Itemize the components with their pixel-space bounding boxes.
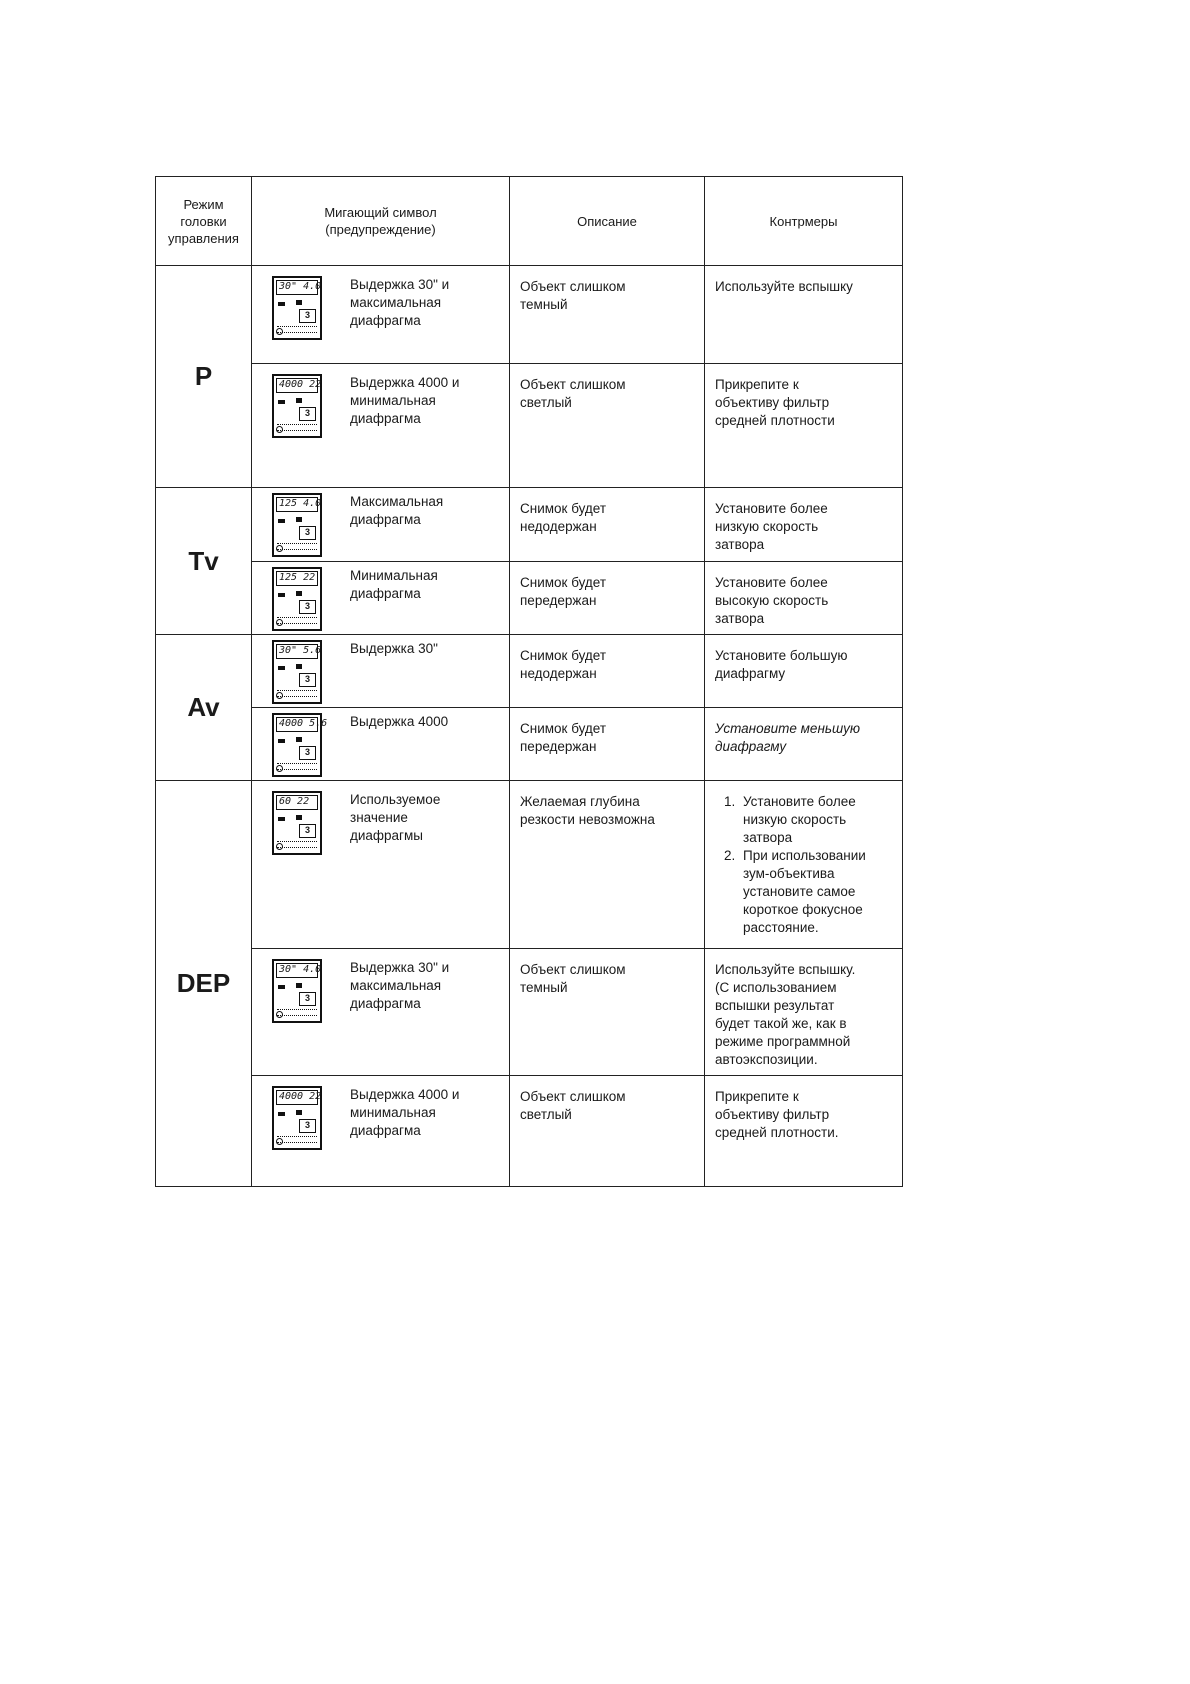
- lcd-display-icon: 4000 22 3: [272, 374, 322, 438]
- countermeasure-cell: Установите более высокую скорость затвора: [705, 561, 903, 634]
- countermeasure-cell: Прикрепите к объективу фильтр средней плотности: [705, 364, 903, 488]
- countermeasure-cell: Установите меньшую диафрагму: [705, 707, 903, 780]
- lcd-display-icon: 125 4.0 3: [272, 493, 322, 557]
- description-cell: Объект слишком темный: [510, 949, 705, 1075]
- symbol-cell: [252, 781, 510, 949]
- countermeasure-cell: Установите более низкую скорость затвора: [705, 488, 903, 561]
- description-cell: Желаемая глубина резкости невозможна: [510, 781, 705, 949]
- table-row: [156, 707, 903, 780]
- symbol-cell: [252, 707, 510, 780]
- lcd-display-icon: 30" 4.0 3: [272, 959, 322, 1023]
- description-cell: Снимок будет передержан: [510, 561, 705, 634]
- countermeasure-steps: [705, 781, 902, 937]
- mode-cell-p: P: [156, 266, 252, 488]
- mode-cell-tv: Tv: [156, 488, 252, 634]
- mode-cell-av: Av: [156, 634, 252, 780]
- table-row: [156, 1075, 903, 1186]
- symbol-label: Выдержка 4000 и минимальная диафрагма: [350, 375, 460, 427]
- symbol-label: Выдержка 30" и максимальная диафрагма: [350, 960, 450, 1012]
- warning-table: [155, 176, 903, 1187]
- symbol-label: Минимальная диафрагма: [350, 567, 438, 601]
- lcd-display-icon: 60 22 3: [272, 791, 322, 855]
- countermeasure-cell: Используйте вспышку. (С использованием вспышки результат будет такой же, как в режиме программной автоэкспозиции.: [705, 949, 903, 1075]
- symbol-label: Выдержка 30": [350, 640, 438, 656]
- symbol-cell: [252, 266, 510, 364]
- symbol-label: Выдержка 4000 и минимальная диафрагма: [350, 1086, 460, 1138]
- countermeasure-cell: Используйте вспышку: [705, 266, 903, 364]
- countermeasure-cell: [705, 781, 903, 949]
- symbol-cell: [252, 634, 510, 707]
- lcd-display-icon: 4000 5.6 3: [272, 713, 322, 777]
- lcd-display-icon: 30" 4.0 3: [272, 276, 322, 340]
- header-mode: Режим головки управления: [156, 177, 252, 266]
- description-cell: Объект слишком темный: [510, 266, 705, 364]
- header-symbol: Мигающий символ (предупреждение): [252, 177, 510, 266]
- header-countermeasures: Контрмеры: [705, 177, 903, 266]
- table-row: [156, 634, 903, 707]
- table-row: [156, 488, 903, 561]
- symbol-label: Выдержка 30" и максимальная диафрагма: [350, 277, 450, 328]
- countermeasure-cell: Установите большую диафрагму: [705, 634, 903, 707]
- mode-cell-dep: DEP: [156, 781, 252, 1187]
- description-cell: Объект слишком светлый: [510, 1075, 705, 1186]
- table-row: [156, 364, 903, 488]
- lcd-display-icon: 4000 22 3: [272, 1086, 322, 1150]
- description-cell: Снимок будет недодержан: [510, 488, 705, 561]
- warning-table-sheet: [155, 176, 902, 1187]
- table-header-row: [156, 177, 903, 266]
- table-row: [156, 949, 903, 1075]
- symbol-cell: [252, 488, 510, 561]
- header-description: Описание: [510, 177, 705, 266]
- symbol-cell: [252, 949, 510, 1075]
- symbol-label: Выдержка 4000: [350, 713, 449, 729]
- table-row: [156, 266, 903, 364]
- symbol-label: Максимальная диафрагма: [350, 494, 444, 528]
- symbol-cell: [252, 364, 510, 488]
- countermeasure-cell: Прикрепите к объективу фильтр средней плотности.: [705, 1075, 903, 1186]
- symbol-cell: [252, 1075, 510, 1186]
- description-cell: Объект слишком светлый: [510, 364, 705, 488]
- description-cell: Снимок будет передержан: [510, 707, 705, 780]
- lcd-display-icon: 30" 5.6 3: [272, 640, 322, 704]
- table-row: [156, 561, 903, 634]
- lcd-display-icon: 125 22 3: [272, 567, 322, 631]
- symbol-label: Используемое значение диафрагмы: [350, 792, 441, 844]
- description-cell: Снимок будет недодержан: [510, 634, 705, 707]
- symbol-cell: [252, 561, 510, 634]
- list-item: 1. Установите более низкую скорость затвора: [739, 793, 894, 847]
- table-row: [156, 781, 903, 949]
- list-item: 2. При использовании зум-объектива установите самое короткое фокусное расстояние.: [739, 847, 894, 937]
